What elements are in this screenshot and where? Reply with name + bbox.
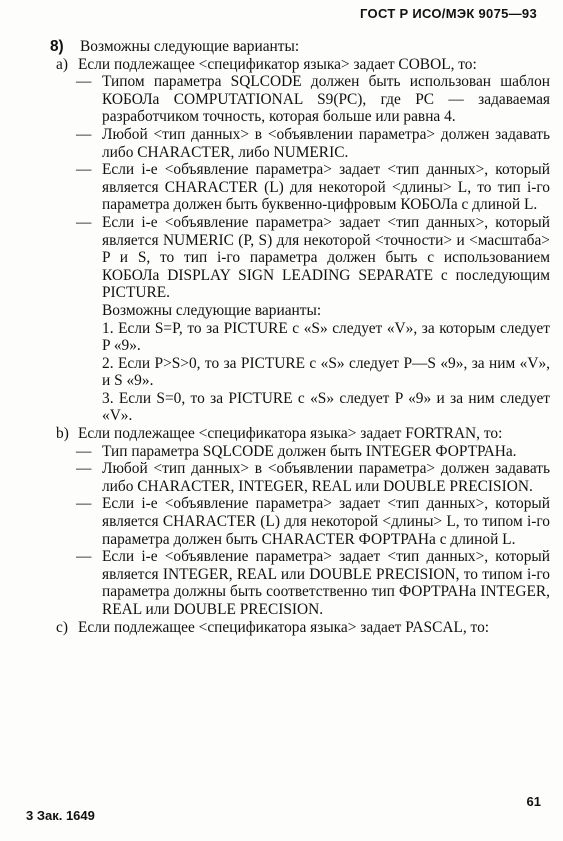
list-item: — Тип параметра SQLCODE должен быть INTEGER ФОРТРАНа. bbox=[76, 442, 517, 460]
page-number: 61 bbox=[526, 794, 541, 809]
page-header: ГОСТ Р ИСО/МЭК 9075—93 bbox=[360, 6, 537, 21]
list-item: — Если i-е <объявление параметра> задает <тип данных>, который является NUMERIC (P, S) для некоторой <точности> и <масштаба> P и S, то тип i-го параметра должен быть с использованием КОБОЛа DISPLAY SIGN LEADING SEPARATE с последующим PICTURE. bbox=[76, 213, 550, 302]
print-order-note: 3 Зак. 1649 bbox=[26, 808, 95, 823]
paragraph: 3. Если S=0, то за PICTURE с «S» следует P «9» и за ним следует «V». bbox=[102, 389, 550, 425]
paragraph-c: c) Если подлежащее <спецификатора языка> задает PASCAL, то: bbox=[56, 618, 490, 636]
section-heading bbox=[50, 38, 550, 56]
section-title: Возможны следующие варианты: bbox=[80, 38, 300, 55]
paragraph-b: b) Если подлежащее <спецификатора языка> задает FORTRAN, то: bbox=[56, 425, 503, 443]
paragraph: 1. Если S=P, то за PICTURE с «S» следует «V», за которым следует P «9». bbox=[102, 319, 550, 355]
list-item: — Типом параметра SQLCODE должен быть использован шаблон КОБОЛа COMPUTATIONAL S9(PC), где PC — задаваемая разработчиком точность, которая больше или равна 4. bbox=[76, 73, 550, 126]
list-item: — Если i-е <объявление параметра> задает <тип данных>, который является CHARACTER (L) для некоторой <длины> L, то тип i-го параметра должен быть буквенно-цифровым КОБОЛа с длиной L. bbox=[76, 161, 550, 214]
paragraph: 2. Если P>S>0, то за PICTURE с «S» следует P—S «9», за ним «V», и S «9». bbox=[102, 354, 550, 390]
section-number: 8) bbox=[50, 38, 64, 55]
list-item: — Если i-е <объявление параметра> задает <тип данных>, который является INTEGER, REAL или DOUBLE PRECISION, то типом i-го параметра должны быть соответственно тип ФОРТРАНа INTEGER, REAL или DOUBLE PRECISION. bbox=[76, 548, 550, 618]
paragraph: Возможны следующие варианты: bbox=[102, 301, 322, 319]
list-item: — Любой <тип данных> в <объявлении параметра> должен задавать либо CHARACTER, INTEGER, REAL или DOUBLE PRECISION. bbox=[76, 460, 550, 495]
paragraph-a: a) Если подлежащее <спецификатор языка> задает COBOL, то: bbox=[56, 55, 477, 73]
list-item: — Любой <тип данных> в <объявлении параметра> должен задавать либо CHARACTER, либо NUMERIC. bbox=[76, 125, 550, 161]
list-item: — Если i-е <объявление параметра> задает <тип данных>, который является CHARACTER (L) для некоторой <длины> L, то типом i-го параметра должен быть CHARACTER ФОРТРАНа с длиной L. bbox=[76, 495, 550, 548]
body-text bbox=[50, 38, 550, 636]
